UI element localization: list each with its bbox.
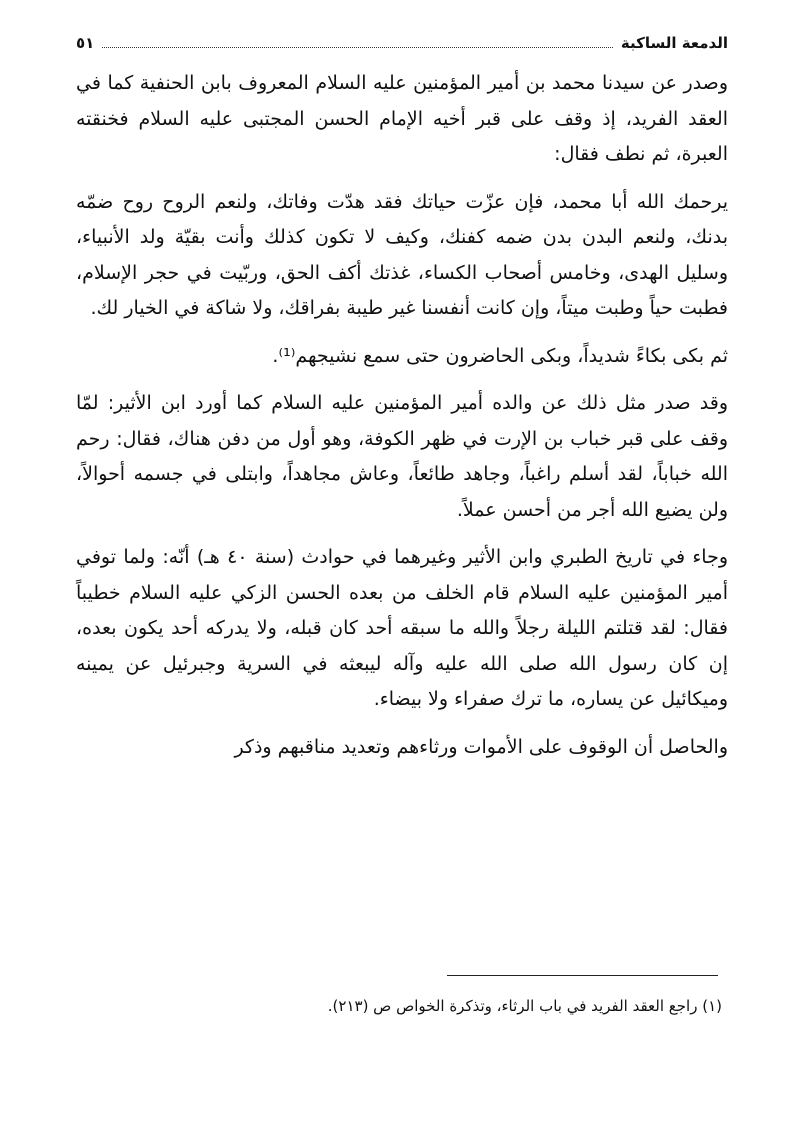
body-text bbox=[76, 66, 728, 777]
paragraph: وصدر عن سيدنا محمد بن أمير المؤمنين عليه السلام المعروف بابن الحنفية كما في العقد الفريد، إذ وقف على قبر أخيه الإمام الحسن المجتبى عليه السلام فخنقته العبرة، ثم نطف فقال: bbox=[76, 72, 728, 165]
book-title: الدمعة الساكبة bbox=[620, 34, 728, 52]
page-number: ٥١ bbox=[76, 34, 95, 52]
footnote: (١) راجع العقد الفريد في باب الرثاء، وتذكرة الخواص ص (٢١٣). bbox=[327, 997, 722, 1015]
paragraph: يرحمك الله أبا محمد، فإن عزّت حياتك فقد هدّت وفاتك، ولنعم الروح روح ضمّه بدنك، ولنعم البدن بدن ضمه كفنك، وكيف لا تكون كذلك وأنت بقيّة ولد الأنبياء، وسليل الهدى، وخامس أصحاب الكساء، غذتك أكف الحق، وربّيت في حجر الإسلام، فطبت حياً وطبت ميتاً، وإن كانت أنفسنا غير طيبة بفراقك، ولا شاكة في الخيار لك. bbox=[76, 190, 728, 319]
paragraph: ثم بكى بكاءً شديداً، وبكى الحاضرون حتى سمع نشيجهم⁽¹⁾. bbox=[272, 344, 728, 367]
header-dotted-leader bbox=[102, 46, 613, 48]
paragraph: وجاء في تاريخ الطبري وابن الأثير وغيرهما في حوادث (سنة ٤٠ هـ) أنّه: ولما توفي أمير المؤمنين عليه السلام قام الخلف من بعده الحسن الزكي عليه السلام خطيباً فقال: لقد قتلتم الليلة رجلاً والله ما سبقه أحد كان قبله، ولا يدركه أحد يكون بعده، إن كان رسول الله صلى الله عليه وآله ليبعثه في السرية وجبرئيل عن يمينه وميكائيل عن يساره، ما ترك صفراء ولا بيضاء. bbox=[76, 546, 729, 710]
footnote-divider bbox=[447, 975, 718, 976]
paragraph: وقد صدر مثل ذلك عن والده أمير المؤمنين عليه السلام كما أورد ابن الأثير: لمّا وقف على قبر خباب بن الإرت في ظهر الكوفة، وهو أول من دفن هناك، فقال: رحم الله خباباً، لقد أسلم راغباً، وجاهد طائعاً، وعاش مجاهداً، وابتلى في جسمه أحوالاً، ولن يضيع الله أجر من أحسن عملاً. bbox=[76, 392, 728, 521]
paragraph: والحاصل أن الوقوف على الأموات ورثاءهم وتعديد مناقبهم وذكر bbox=[234, 735, 728, 758]
running-header bbox=[76, 30, 728, 52]
